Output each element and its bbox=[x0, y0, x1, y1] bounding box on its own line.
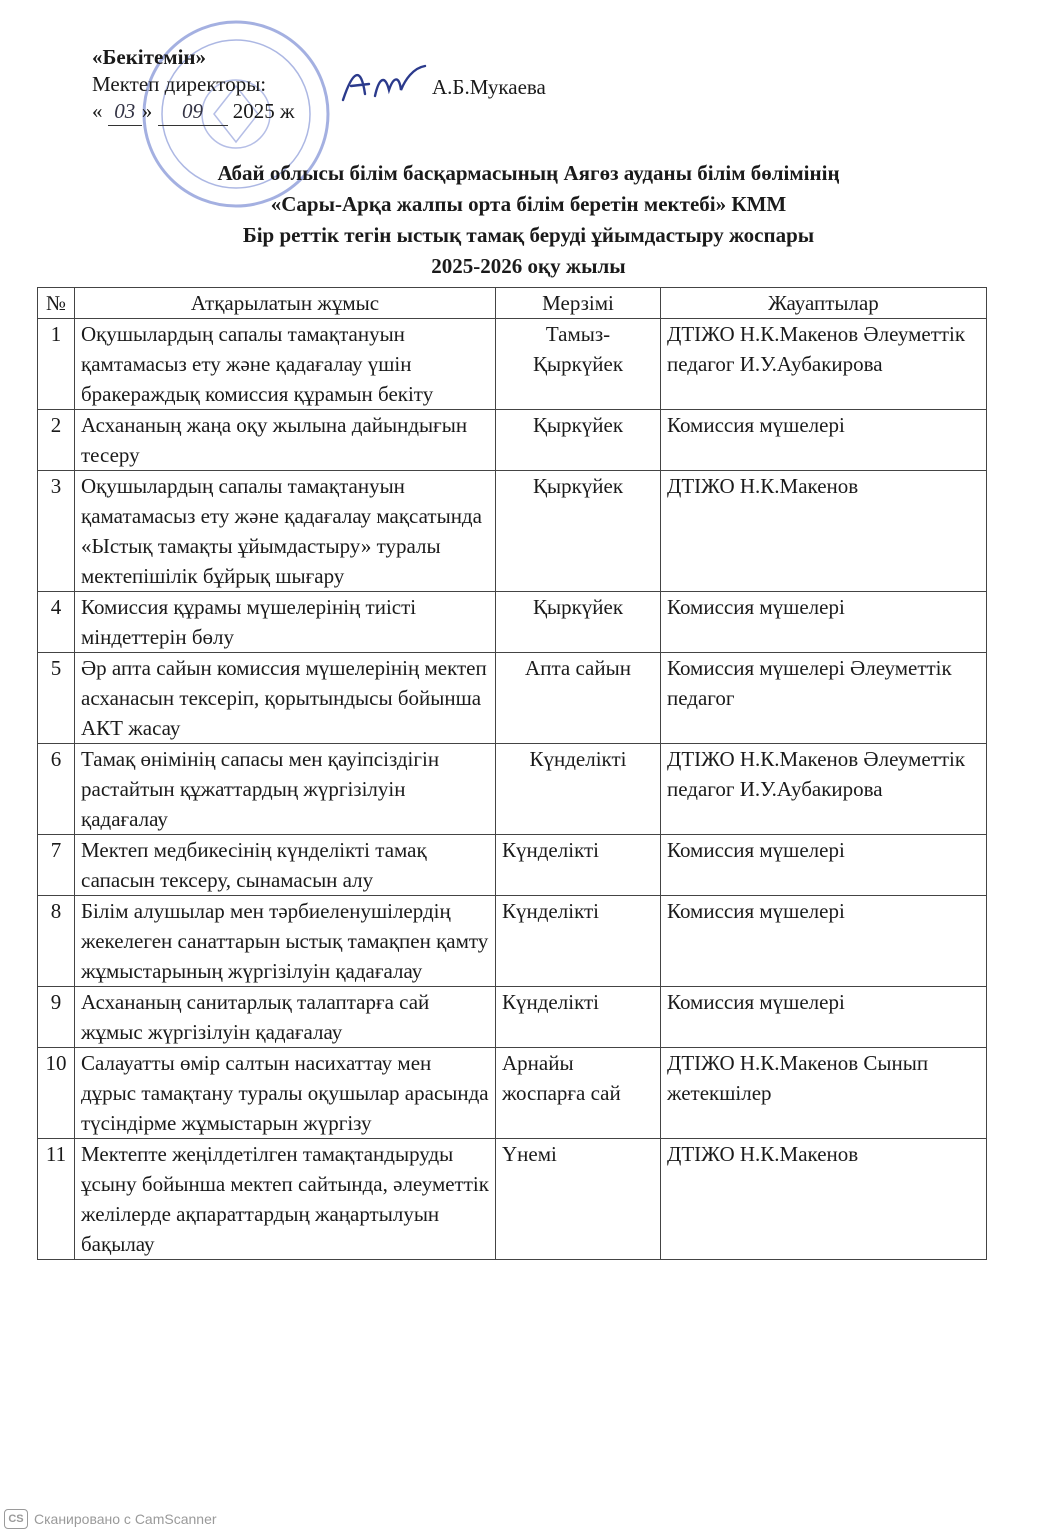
row-number: 9 bbox=[38, 987, 75, 1048]
camscanner-watermark bbox=[4, 1509, 217, 1529]
table-row bbox=[38, 896, 987, 987]
row-responsible: ДТІЖО Н.К.Макенов bbox=[661, 1139, 987, 1260]
row-number: 10 bbox=[38, 1048, 75, 1139]
table-row bbox=[38, 987, 987, 1048]
row-term: Арнайы жоспарға сай bbox=[496, 1048, 661, 1139]
row-responsible: ДТІЖО Н.К.Макенов Сынып жетекшілер bbox=[661, 1048, 987, 1139]
row-responsible: Комиссия мүшелері bbox=[661, 896, 987, 987]
approval-date-year: 2025 ж bbox=[232, 99, 295, 123]
row-work: Асхананың санитарлық талаптарға сай жұмыс жүргізілуін қадағалау bbox=[75, 987, 496, 1048]
row-work: Мектепте жеңілдетілген тамақтандыруды ұсыну бойынша мектеп сайтында, әлеуметтік желілерде ақпараттардың жаңартылуын бақылау bbox=[75, 1139, 496, 1260]
row-term: Күнделікті bbox=[496, 835, 661, 896]
row-responsible: Комиссия мүшелері bbox=[661, 987, 987, 1048]
table-row bbox=[38, 410, 987, 471]
row-work: Оқушылардың сапалы тамақтануын қамтамасыз ету және қадағалау үшін бракераждық комиссия құрамын бекіту bbox=[75, 319, 496, 410]
table-row bbox=[38, 1048, 987, 1139]
row-responsible: Комиссия мүшелері bbox=[661, 835, 987, 896]
row-work: Оқушылардың сапалы тамақтануын қаматамасыз ету және қадағалау мақсатында «Ыстық тамақты ұйымдастыру» туралы мектепішілік бұйрық шығару bbox=[75, 471, 496, 592]
row-responsible: ДТІЖО Н.К.Макенов Әлеуметтік педагог И.У.Аубакирова bbox=[661, 744, 987, 835]
camscanner-logo-icon: CS bbox=[4, 1509, 28, 1529]
row-number: 1 bbox=[38, 319, 75, 410]
row-number: 7 bbox=[38, 835, 75, 896]
row-term: Күнделікті bbox=[496, 896, 661, 987]
row-term: Қыркүйек bbox=[496, 410, 661, 471]
table-row bbox=[38, 319, 987, 410]
row-number: 6 bbox=[38, 744, 75, 835]
table-header-row bbox=[38, 288, 987, 319]
header-work: Атқарылатын жұмыс bbox=[75, 288, 496, 319]
row-term: Күнделікті bbox=[496, 744, 661, 835]
camscanner-text: Сканировано с CamScanner bbox=[34, 1511, 217, 1527]
document-heading bbox=[0, 158, 1057, 282]
row-number: 8 bbox=[38, 896, 75, 987]
row-term: Қыркүйек bbox=[496, 471, 661, 592]
approval-date: « 03 » 09 2025 ж bbox=[92, 98, 295, 126]
approval-block bbox=[92, 44, 295, 126]
row-work: Тамақ өнімінің сапасы мен қауіпсіздігін растайтын құжаттардың жүргізілуін қадағалау bbox=[75, 744, 496, 835]
approval-date-month: 09 bbox=[158, 98, 228, 126]
row-work: Білім алушылар мен тәрбиеленушілердің жекелеген санаттарын ыстық тамақпен қамту жұмыстарының жүргізілуін қадағалау bbox=[75, 896, 496, 987]
header-number: № bbox=[38, 288, 75, 319]
heading-line-1: Абай облысы білім басқармасының Аягөз ауданы білім бөлімінің bbox=[217, 161, 840, 185]
row-responsible: Комиссия мүшелері Әлеуметтік педагог bbox=[661, 653, 987, 744]
header-responsible: Жауаптылар bbox=[661, 288, 987, 319]
row-term: Қыркүйек bbox=[496, 592, 661, 653]
table-row bbox=[38, 653, 987, 744]
row-work: Комиссия құрамы мүшелерінің тиісті міндеттерін бөлу bbox=[75, 592, 496, 653]
signatory-name: А.Б.Мукаева bbox=[432, 75, 546, 99]
row-work: Асхананың жаңа оқу жылына дайындығын тесеру bbox=[75, 410, 496, 471]
row-number: 2 bbox=[38, 410, 75, 471]
row-work: Әр апта сайын комиссия мүшелерінің мектеп асханасын тексеріп, қорытындысы бойынша АКТ жасау bbox=[75, 653, 496, 744]
row-work: Мектеп медбикесінің күнделікті тамақ сапасын тексеру, сынамасын алу bbox=[75, 835, 496, 896]
table-row bbox=[38, 471, 987, 592]
heading-line-4: 2025-2026 оқу жылы bbox=[431, 254, 626, 278]
row-responsible: Комиссия мүшелері bbox=[661, 410, 987, 471]
approval-position: Мектеп директоры: bbox=[92, 72, 267, 96]
row-number: 3 bbox=[38, 471, 75, 592]
row-term: Күнделікті bbox=[496, 987, 661, 1048]
heading-line-2: «Сары-Арқа жалпы орта білім беретін мектебі» КММ bbox=[270, 192, 787, 216]
row-responsible: ДТІЖО Н.К.Макенов Әлеуметтік педагог И.У.Аубакирова bbox=[661, 319, 987, 410]
table-row bbox=[38, 1139, 987, 1260]
row-term: Үнемі bbox=[496, 1139, 661, 1260]
table-row bbox=[38, 592, 987, 653]
row-responsible: ДТІЖО Н.К.Макенов bbox=[661, 471, 987, 592]
row-responsible: Комиссия мүшелері bbox=[661, 592, 987, 653]
heading-line-3: Бір реттік тегін ыстық тамақ беруді ұйымдастыру жоспары bbox=[242, 223, 815, 247]
row-work: Салауатты өмір салтын насихаттау мен дұрыс тамақтану туралы оқушылар арасында түсіндірме жұмыстарын жүргізу bbox=[75, 1048, 496, 1139]
row-number: 5 bbox=[38, 653, 75, 744]
table-row bbox=[38, 744, 987, 835]
row-number: 4 bbox=[38, 592, 75, 653]
row-term: Апта сайын bbox=[496, 653, 661, 744]
approval-date-day: 03 bbox=[108, 98, 142, 126]
plan-table bbox=[37, 287, 987, 1260]
director-signature bbox=[335, 60, 435, 110]
header-term: Мерзімі bbox=[496, 288, 661, 319]
approval-title: «Бекітемін» bbox=[92, 45, 207, 69]
row-number: 11 bbox=[38, 1139, 75, 1260]
row-term: Тамыз-Қыркүйек bbox=[496, 319, 661, 410]
table-row bbox=[38, 835, 987, 896]
